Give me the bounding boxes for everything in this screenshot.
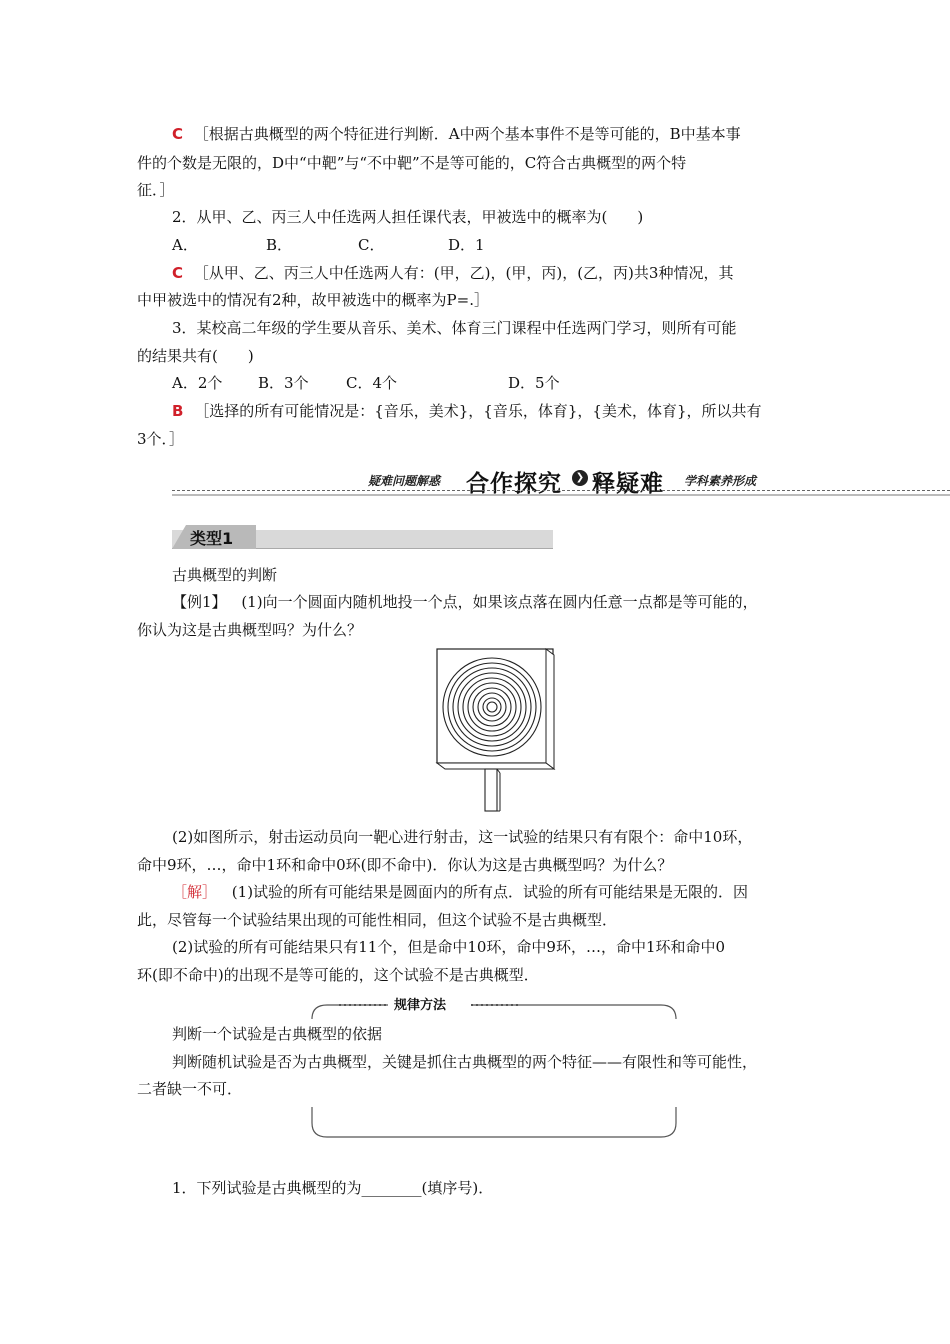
q2-option-a: A．	[172, 236, 198, 254]
q2-option-b: B．	[266, 236, 293, 254]
q3-stem-line-1: 3．某校高二年级的学生要从音乐、美术、体育三门课程中任选两门学习，则所有可能	[172, 319, 737, 337]
q1-answer-letter: C	[172, 125, 184, 143]
example-tag: 【例1】	[172, 593, 227, 611]
q2-option-d: D．1	[448, 236, 485, 254]
type-subtitle: 古典概型的判断	[172, 566, 278, 584]
q3-options	[172, 373, 560, 393]
banner-right-subtitle: 学科素养形成	[684, 474, 757, 488]
target-stand	[485, 769, 500, 811]
solution-part2-line-2: 环(即不命中)的出现不是等可能的，这个试验不是古典概型．	[137, 966, 539, 984]
q3-answer-text: ［选择的所有可能情况是：{音乐，美术}，{音乐，体育}，{美术，体育}，所以共有	[194, 402, 762, 420]
q2-answer-line-1	[172, 263, 733, 283]
q2-stem: 2．从甲、乙、丙三人中任选两人担任课代表，甲被选中的概率为( )	[172, 208, 644, 226]
example-line-1	[172, 592, 758, 612]
exercise-stem: 1．下列试验是古典概型的为________(填序号)．	[172, 1179, 494, 1197]
example-part2-line-2: 命中9环，…，命中1环和命中0环(即不命中)．你认为这是古典概型吗？为什么？	[137, 856, 673, 874]
type-tag-label: 类型1	[190, 529, 234, 548]
q3-option-a: A．2个	[172, 374, 223, 392]
q3-stem-line-2: 的结果共有( )	[137, 347, 254, 365]
banner-divider-shadow	[172, 494, 950, 496]
example-part1-text: (1)向一个圆面内随机地投一个点，如果该点落在圆内任意一点都是等可能的，	[241, 593, 758, 611]
q2-answer-line-2: 中甲被选中的情况有2种，故甲被选中的概率为P=.］	[137, 291, 489, 309]
q2-options	[172, 235, 485, 255]
q1-answer-line-1	[172, 124, 741, 144]
example-part2-line-1: (2)如图所示，射击运动员向一靶心进行射击，这一试验的结果只有有限个：命中10环，	[172, 828, 753, 846]
q3-option-b: B．3个	[258, 374, 309, 392]
solution-part1-text: (1)试验的所有可能结果是圆面内的所有点．试验的所有可能结果是无限的．因	[231, 883, 749, 901]
solution-part2-line-1: (2)试验的所有可能结果只有11个，但是命中10环，命中9环，…，命中1环和命中0	[172, 938, 726, 956]
q1-answer-line-2: 件的个数是无限的，D中“中靶”与“不中靶”不是等可能的，C符合古典概型的两个特	[137, 154, 687, 172]
q3-answer-line-2: 3个．］	[137, 430, 185, 448]
method-body-line-1: 判断随机试验是否为古典概型，关键是抓住古典概型的两个特征——有限性和等可能性，	[172, 1053, 758, 1071]
q2-answer-text: ［从甲、乙、丙三人中任选两人有：(甲，乙)，(甲，丙)，(乙，丙)共3种情况，其	[193, 264, 734, 282]
target-figure	[430, 645, 562, 815]
banner-divider	[172, 490, 950, 491]
banner-left-subtitle: 疑难问题解惑	[368, 474, 441, 488]
method-body-line-2: 二者缺一不可．	[137, 1080, 243, 1098]
method-heading: 判断一个试验是古典概型的依据	[172, 1025, 383, 1043]
q3-option-c: C．4个	[346, 374, 398, 392]
example-line-2: 你认为这是古典概型吗？为什么？	[137, 621, 363, 639]
solution-line-2: 此，尽管每一个试验结果出现的可能性相同，但这个试验不是古典概型．	[137, 911, 618, 929]
method-title: 规律方法	[388, 994, 452, 1013]
q1-answer-line-3: 征．］	[137, 181, 175, 199]
solution-line-1	[172, 882, 748, 902]
solution-tag: ［解］	[172, 883, 218, 901]
q3-option-d: D．5个	[508, 374, 560, 392]
banner-title-left: 合作探究	[466, 471, 562, 497]
q1-answer-text: ［根据古典概型的两个特征进行判断．A中两个基本事件不是等可能的，B中基本事	[193, 125, 741, 143]
q2-answer-letter: C	[172, 264, 184, 282]
banner-arrow-icon: ❯	[572, 470, 588, 486]
q2-option-c: C．	[358, 236, 385, 254]
banner-title-right: 释疑难	[592, 471, 664, 497]
q3-answer-letter: B	[172, 402, 184, 420]
q3-answer-line-1	[172, 401, 761, 421]
